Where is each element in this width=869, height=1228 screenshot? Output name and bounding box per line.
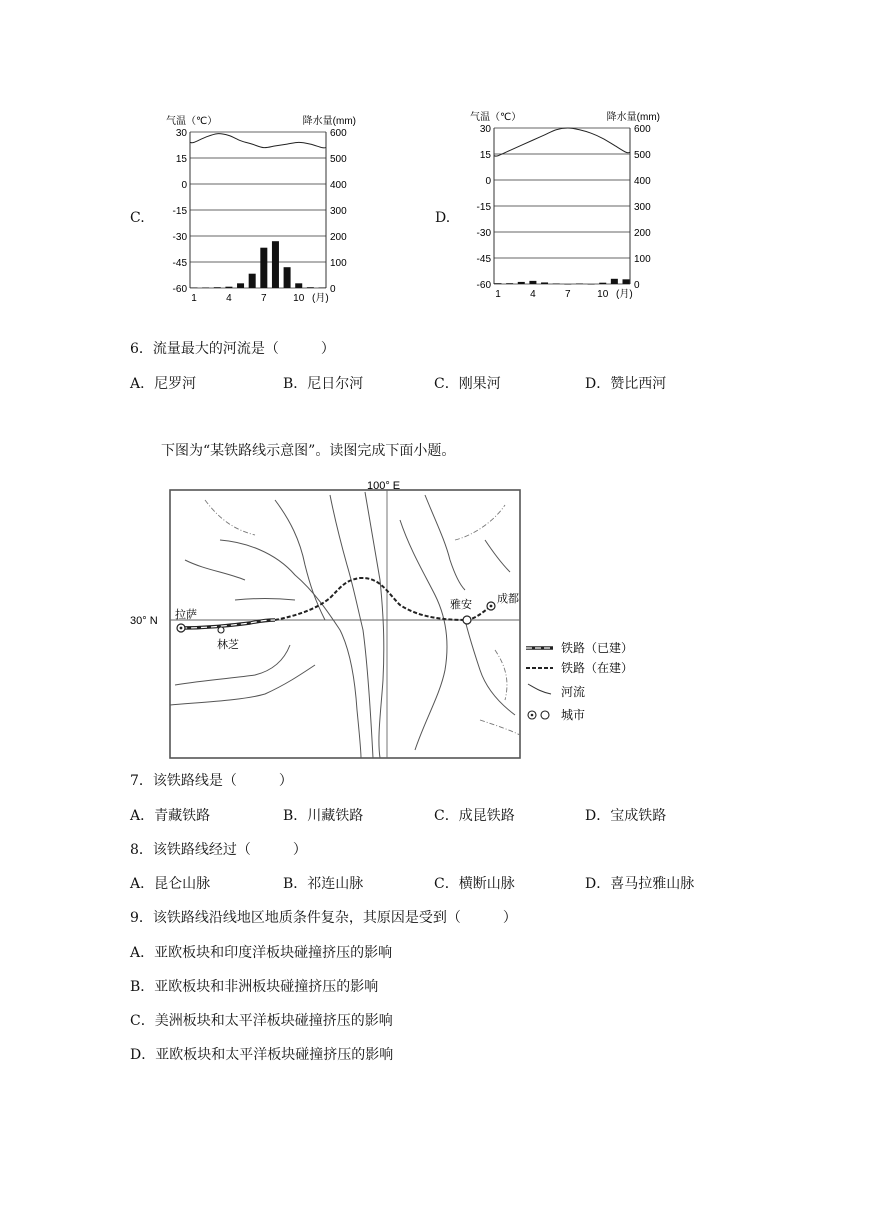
precip-bar (214, 287, 221, 288)
legend-built: 铁路（已建） (561, 641, 634, 655)
precip-bar (541, 282, 548, 284)
temp-axis-title: 气温（℃） (470, 112, 522, 123)
temp-tick-label: 30 (175, 128, 187, 139)
option-d-label: D. (435, 210, 451, 226)
legend-city: 城市 (561, 708, 586, 722)
question-6-stem: 6．流量最大的河流是（ ） (130, 341, 335, 357)
precip-bar (588, 284, 595, 285)
precip-bar (237, 283, 244, 288)
precip-bar (260, 248, 267, 288)
temp-tick-label: -45 (172, 258, 187, 269)
month-tick-label: 4 (226, 293, 232, 304)
precip-bar (611, 279, 618, 284)
legend-under-construction: 铁路（在建） (561, 661, 634, 675)
month-tick-label: 4 (530, 289, 536, 300)
temp-tick-label: -60 (172, 284, 187, 295)
temp-tick-label: -15 (172, 206, 187, 217)
precip-tick-label: 300 (330, 206, 347, 217)
precip-bar (553, 283, 560, 284)
chart-grid (190, 132, 326, 288)
precip-bar (295, 283, 302, 288)
city-lhasa: 拉萨 (175, 609, 197, 621)
map-legend (526, 640, 633, 722)
precip-tick-label: 200 (330, 232, 347, 243)
month-tick-label: 7 (261, 293, 267, 304)
question-8-stem: 8．该铁路线经过（ ） (130, 842, 307, 858)
month-tick-label: 10 (293, 293, 305, 304)
railway-map (125, 480, 745, 765)
precip-bar (564, 284, 571, 285)
temp-ticks (173, 128, 188, 295)
q7-option-d: D．宝成铁路 (585, 808, 667, 824)
lon-label: 100° E (367, 480, 401, 492)
precip-bar (191, 287, 198, 288)
climate-chart-c (160, 112, 360, 304)
precip-ticks (634, 124, 651, 291)
precip-bar (506, 283, 513, 284)
q9-option-d: D．亚欧板块和太平洋板块碰撞挤压的影响 (130, 1047, 394, 1063)
temp-tick-label: 30 (479, 124, 491, 135)
q6-option-a: A．尼罗河 (130, 376, 197, 392)
month-tick-label: 1 (191, 293, 197, 304)
q7-option-c: C．成昆铁路 (434, 808, 515, 824)
q7-option-a: A．青藏铁路 (130, 808, 211, 824)
precip-tick-label: 600 (330, 128, 347, 139)
precip-tick-label: 600 (634, 124, 651, 135)
temp-tick-label: -45 (476, 254, 491, 265)
temp-ticks (477, 124, 492, 291)
temperature-line (494, 128, 630, 156)
temp-tick-label: 15 (175, 154, 187, 165)
question-7-stem: 7．该铁路线是（ ） (130, 773, 293, 789)
q7-option-b: B．川藏铁路 (283, 808, 364, 824)
temp-tick-label: -15 (476, 202, 491, 213)
climate-chart-d (464, 108, 664, 304)
month-tick-label: 1 (495, 289, 501, 300)
precip-tick-label: 0 (634, 280, 640, 291)
month-unit: (月) (616, 289, 633, 300)
precip-ticks (330, 128, 347, 295)
precip-tick-label: 300 (634, 202, 651, 213)
q6-option-b: B．尼日尔河 (283, 376, 364, 392)
precip-tick-label: 400 (634, 176, 651, 187)
q9-option-a: A．亚欧板块和印度洋板块碰撞挤压的影响 (130, 945, 393, 961)
city-yaan: 雅安 (450, 599, 472, 611)
q8-option-b: B．祁连山脉 (283, 876, 364, 892)
precip-bar (495, 283, 502, 284)
precip-bar (202, 287, 209, 288)
precip-axis-title: 降水量(mm) (606, 112, 660, 123)
q8-option-c: C．横断山脉 (434, 876, 515, 892)
month-ticks (191, 292, 328, 304)
precip-tick-label: 100 (634, 254, 651, 265)
temp-tick-label: 0 (181, 180, 187, 191)
month-tick-label: 10 (597, 289, 609, 300)
temp-axis-title: 气温（℃） (166, 116, 218, 127)
temp-tick-label: -60 (476, 280, 491, 291)
q6-option-d: D．赞比西河 (585, 376, 667, 392)
precip-tick-label: 500 (634, 150, 651, 161)
city-nyingchi: 林芝 (217, 639, 239, 651)
precip-tick-label: 500 (330, 154, 347, 165)
q8-option-d: D．喜马拉雅山脉 (585, 876, 695, 892)
precip-bar (307, 287, 314, 288)
precip-bars (191, 241, 326, 288)
precip-bar (576, 283, 583, 284)
temp-tick-label: -30 (476, 228, 491, 239)
temp-tick-label: 15 (479, 150, 491, 161)
precip-bar (284, 267, 291, 288)
question-9-stem: 9．该铁路线沿线地区地质条件复杂，其原因是受到（ ） (130, 910, 517, 926)
q8-option-a: A．昆仑山脉 (130, 876, 211, 892)
precip-axis-title: 降水量(mm) (302, 116, 356, 127)
option-c-label: C. (130, 210, 145, 226)
temp-tick-label: 0 (485, 176, 491, 187)
precip-bar (225, 287, 232, 288)
precip-bar (623, 279, 630, 284)
precip-bar (249, 274, 256, 288)
precip-tick-label: 200 (634, 228, 651, 239)
precip-bar (319, 287, 326, 288)
precip-bar (529, 281, 536, 284)
temp-tick-label: -30 (172, 232, 187, 243)
precip-tick-label: 100 (330, 258, 347, 269)
month-tick-label: 7 (565, 289, 571, 300)
city-chengdu: 成都 (497, 593, 519, 605)
q9-option-c: C．美洲板块和太平洋板块碰撞挤压的影响 (130, 1013, 393, 1029)
precip-tick-label: 0 (330, 284, 336, 295)
precip-bar (599, 283, 606, 284)
precip-bar (272, 241, 279, 288)
chart-grid (494, 128, 630, 284)
month-unit: (月) (312, 293, 329, 304)
q9-option-b: B．亚欧板块和非洲板块碰撞挤压的影响 (130, 979, 379, 995)
q6-option-c: C．刚果河 (434, 376, 501, 392)
legend-river: 河流 (561, 685, 586, 699)
precip-tick-label: 400 (330, 180, 347, 191)
month-ticks (495, 288, 632, 300)
precip-bar (518, 282, 525, 284)
lat-label: 30° N (130, 615, 158, 627)
map-intro-text: 下图为“某铁路线示意图”。读图完成下面小题。 (161, 443, 456, 459)
temperature-line (190, 134, 326, 148)
